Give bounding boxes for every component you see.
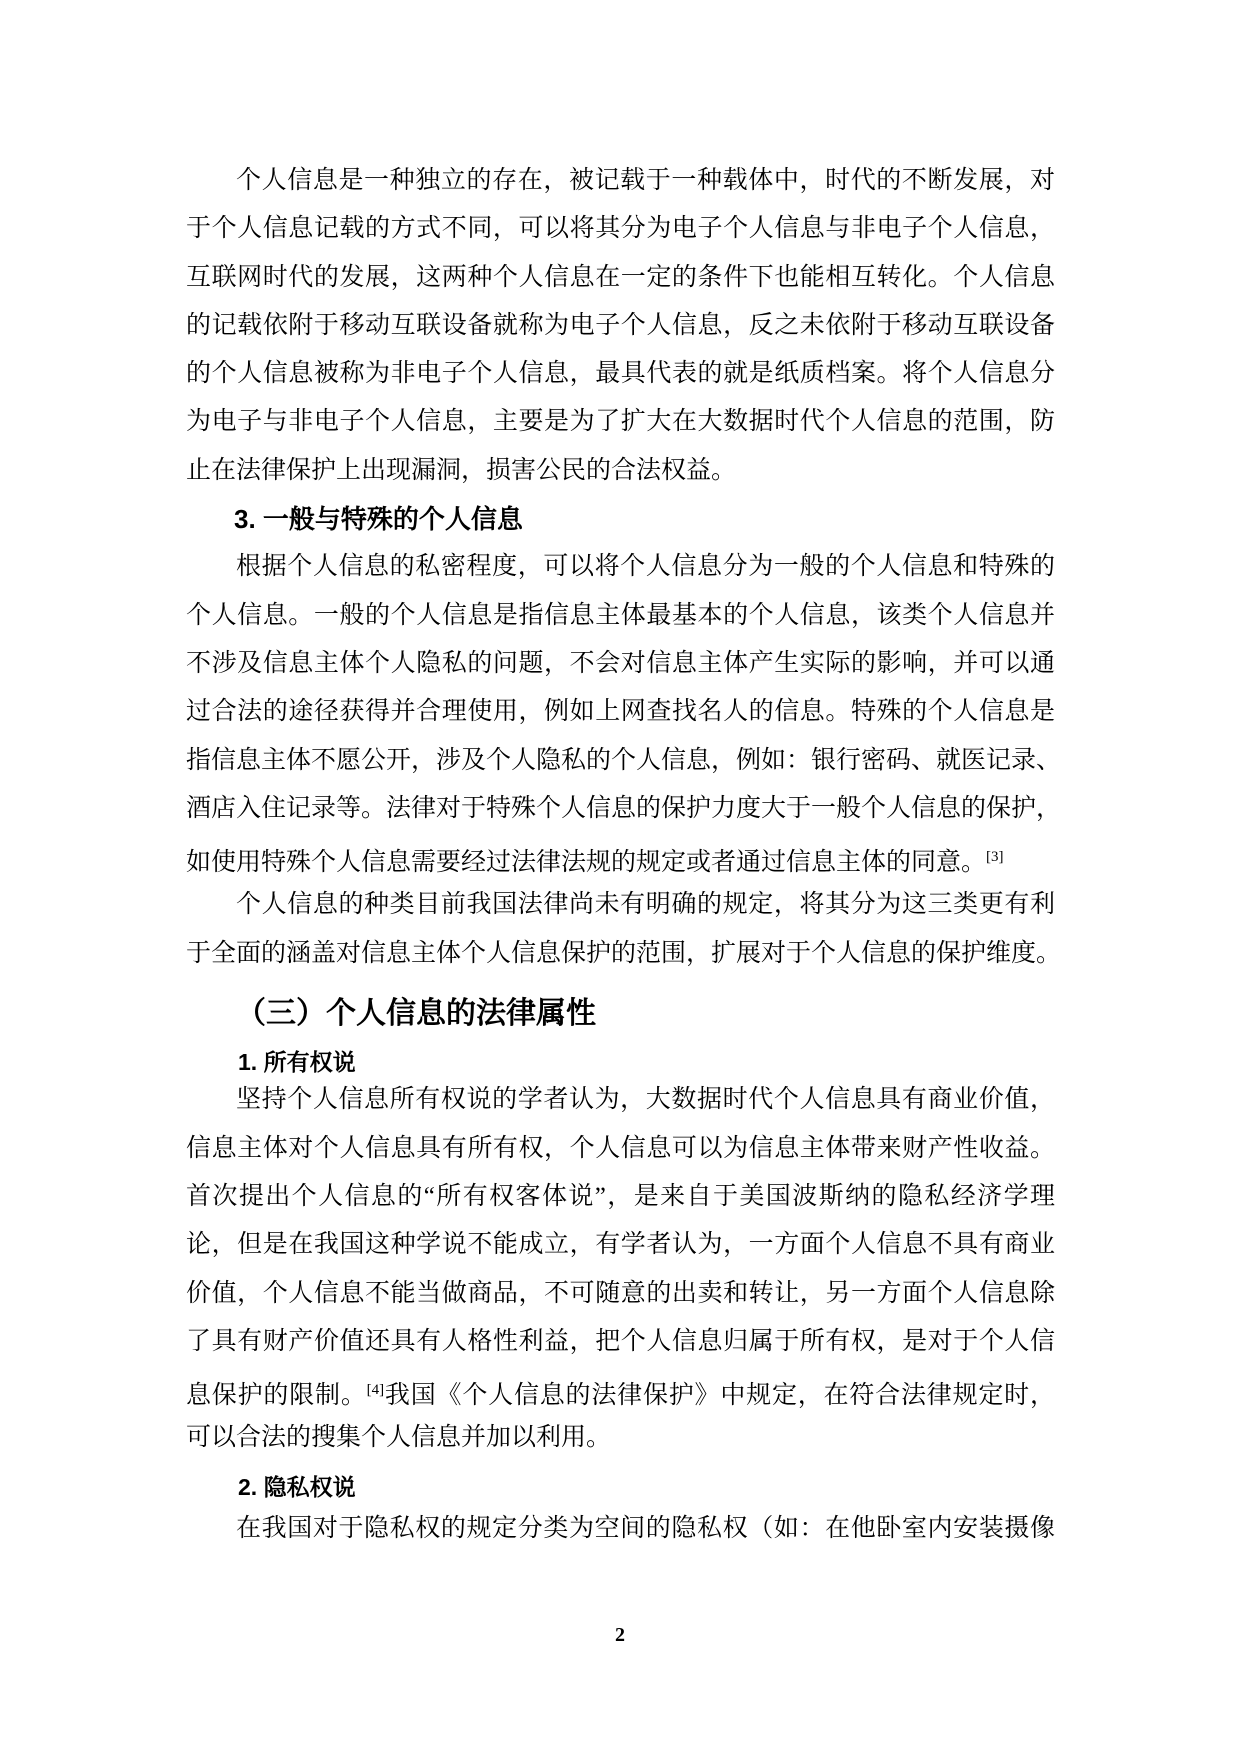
text-run: （三）个人信息的法律属性 xyxy=(236,997,596,1031)
text-run: 于个人信息记载的方式不同，可以将其分为电子个人信息与非电子个人信息， xyxy=(186,215,1055,243)
body-line xyxy=(186,1270,1055,1318)
text-run: 个人信息的种类目前我国法律尚未有明确的规定，将其分为这三类更有利 xyxy=(236,891,1055,919)
text-run: 在我国对于隐私权的规定分类为空间的隐私权（如：在他卧室内安装摄像 xyxy=(236,1514,1055,1542)
text-run: 的记载依附于移动互联设备就称为电子个人信息，反之未依附于移动互联设备 xyxy=(186,311,1055,339)
text-run: 首次提出个人信息的“所有权客体说”，是来自于美国波斯纳的隐私经济学理 xyxy=(186,1182,1055,1210)
body-line xyxy=(186,1221,1055,1269)
body-line xyxy=(186,592,1055,640)
text-run: 止在法律保护上出现漏洞，损害公民的合法权益。 xyxy=(186,456,737,484)
body-line xyxy=(186,640,1055,688)
text-run: 息保护的限制。 xyxy=(186,1382,367,1410)
body-line xyxy=(186,737,1062,785)
body-line xyxy=(186,1125,1055,1173)
body-line xyxy=(186,833,1055,881)
text-run: 个人信息是一种独立的存在，被记载于一种载体中，时代的不断发展，对 xyxy=(236,167,1055,194)
text-column xyxy=(186,157,1062,1553)
body-line xyxy=(186,157,1055,205)
text-run: 为电子与非电子个人信息，主要是为了扩大在大数据时代个人信息的范围，防 xyxy=(186,408,1055,436)
text-run: 于全面的涵盖对信息主体个人信息保护的范围，扩展对于个人信息的保护维度。 xyxy=(186,939,1062,967)
text-run: 酒店入住记录等。法律对于特殊个人信息的保护力度大于一般个人信息的保护， xyxy=(186,794,1062,822)
body-line xyxy=(186,398,1055,446)
text-run: 价值，个人信息不能当做商品，不可随意的出卖和转让，另一方面个人信息除 xyxy=(186,1279,1055,1307)
body-line xyxy=(186,205,1055,253)
page-number: 2 xyxy=(615,1624,625,1646)
text-run: 根据个人信息的私密程度，可以将个人信息分为一般的个人信息和特殊的 xyxy=(236,553,1055,581)
minor-heading xyxy=(186,1473,1055,1501)
text-run: 2. 隐私权说 xyxy=(238,1473,356,1500)
body-line xyxy=(186,543,1055,591)
minor-heading xyxy=(186,1048,1055,1076)
text-run: 论，但是在我国这种学说不能成立，有学者认为，一方面个人信息不具有商业 xyxy=(186,1231,1055,1259)
body-line xyxy=(186,1505,1055,1553)
body-line xyxy=(186,881,1055,929)
body-line xyxy=(186,930,1062,978)
text-run: 1. 所有权说 xyxy=(238,1049,356,1076)
body-line xyxy=(186,1173,1055,1221)
text-run: 指信息主体不愿公开，涉及个人隐私的个人信息，例如：银行密码、就医记录、 xyxy=(186,746,1062,774)
text-run: 可以合法的搜集个人信息并加以利用。 xyxy=(186,1424,612,1452)
text-run: 不涉及信息主体个人隐私的问题，不会对信息主体产生实际的影响，并可以通 xyxy=(186,649,1055,677)
subsection-heading xyxy=(186,495,1055,543)
body-line xyxy=(186,254,1055,302)
body-line xyxy=(186,1414,1055,1462)
text-run: 的个人信息被称为非电子个人信息，最具代表的就是纸质档案。将个人信息分 xyxy=(186,360,1055,388)
text-run: 3. 一般与特殊的个人信息 xyxy=(234,504,523,535)
text-run: 坚持个人信息所有权说的学者认为，大数据时代个人信息具有商业价值， xyxy=(236,1086,1055,1114)
text-run: 个人信息。一般的个人信息是指信息主体最基本的个人信息，该类个人信息并 xyxy=(186,601,1055,629)
text-run: 了具有财产价值还具有人格性利益，把个人信息归属于所有权，是对于个人信 xyxy=(186,1327,1055,1355)
text-run: 我国《个人信息的法律保护》中规定，在符合法律规定时， xyxy=(384,1382,1055,1410)
footnote-ref: [4] xyxy=(366,1382,385,1399)
text-run: 过合法的途径获得并合理使用，例如上网查找名人的信息。特殊的个人信息是 xyxy=(186,698,1055,726)
body-line xyxy=(186,1318,1055,1366)
body-line xyxy=(186,1076,1055,1124)
body-line xyxy=(186,688,1055,736)
body-line xyxy=(186,350,1055,398)
text-run: 信息主体对个人信息具有所有权，个人信息可以为信息主体带来财产性收益。 xyxy=(186,1134,1055,1162)
section-heading xyxy=(186,990,1055,1038)
text-run: 互联网时代的发展，这两种个人信息在一定的条件下也能相互转化。个人信息 xyxy=(186,263,1055,291)
body-line xyxy=(186,447,1055,495)
body-line xyxy=(186,302,1055,350)
body-line xyxy=(186,1366,1055,1414)
text-run: 如使用特殊个人信息需要经过法律法规的规定或者通过信息主体的同意。 xyxy=(186,849,987,877)
footnote-ref: [3] xyxy=(986,849,1004,866)
body-line xyxy=(186,785,1062,833)
